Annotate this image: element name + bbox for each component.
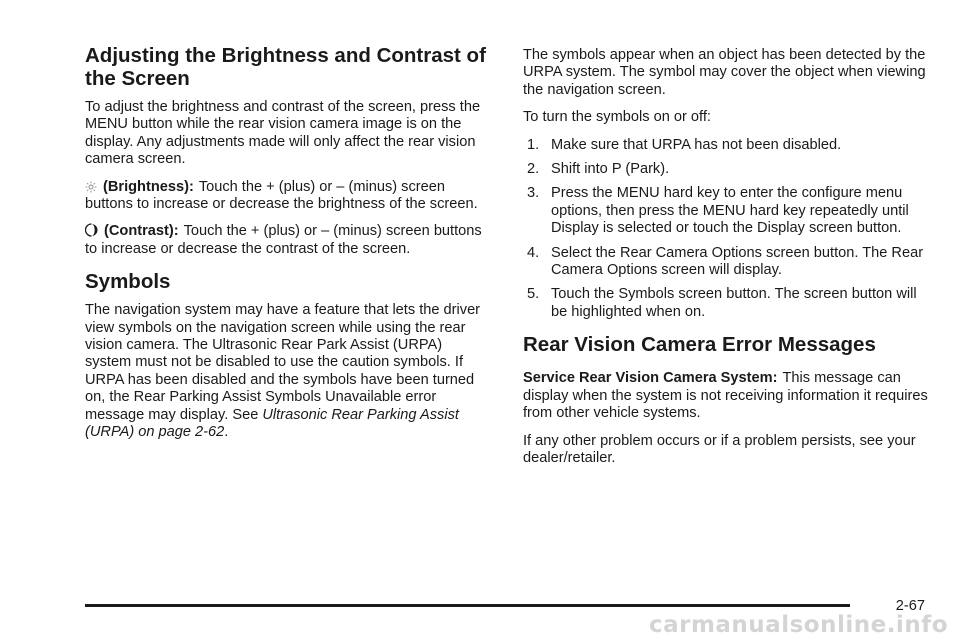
turn-symbols-paragraph: To turn the symbols on or off:: [523, 109, 711, 126]
half-circle-contrast-icon: [85, 223, 98, 237]
footer-rule: [85, 604, 850, 607]
list-item: 3. Press the MENU hard key to enter the configure menu options, then press the MENU hard key repeatedly until Display is selected or touch the Display screen button.: [527, 185, 909, 237]
service-paragraph: [523, 370, 933, 422]
brightness-term: (Brightness):: [103, 178, 194, 195]
symbols-text: The navigation system may have a feature that lets the driver view symbols on the navigation screen while using the rear vision camera. The Ultrasonic Rear Park Assist (URPA) system must not be disabled to use the caution symbols. If URPA has been disabled and the symbols have been turned on, the Rear Parking Assist Symbols Unavailable error message may display. See: [85, 302, 481, 423]
contrast-text: Touch the + (plus) or – (minus) screen buttons to increase or decrease the contrast of the screen.: [85, 223, 482, 257]
sun-icon: [85, 181, 97, 193]
steps-list: [523, 137, 933, 322]
brightness-text: Touch the + (plus) or – (minus) screen buttons to increase or decrease the brightness of the screen.: [85, 178, 478, 213]
contrast-term: (Contrast):: [104, 223, 179, 240]
intro-paragraph: To adjust the brightness and contrast of the screen, press the MENU button while the rear vision camera image is on the display. Any adjustments made will only affect the rear vision camera screen.: [85, 99, 481, 168]
right-column: [523, 47, 933, 477]
list-item: 2. Shift into P (Park).: [527, 161, 670, 178]
dealer-paragraph: If any other problem occurs or if a problem persists, see your dealer/retailer.: [523, 432, 916, 466]
contrast-paragraph: [85, 223, 490, 258]
heading-symbols: Symbols: [85, 270, 171, 294]
list-item: 4. Select the Rear Camera Options screen button. The Rear Camera Options screen will display.: [527, 244, 924, 279]
urpa-reference-link[interactable]: Ultrasonic Rear Parking Assist (URPA) on page 2‑62: [85, 406, 459, 441]
list-item: 1. Make sure that URPA has not been disabled.: [527, 136, 842, 153]
heading-error-messages: Rear Vision Camera Error Messages: [523, 333, 876, 357]
symbols-paragraph: [85, 302, 490, 441]
service-text: This message can display when the system is not receiving information it requires from other vehicle systems.: [523, 370, 928, 422]
watermark: carmanualsonline.info: [648, 612, 948, 638]
brightness-paragraph: [85, 179, 490, 214]
page-number: 2-67: [895, 598, 925, 614]
list-item: 5. Touch the Symbols screen button. The screen button will be highlighted when on.: [527, 286, 917, 320]
symbols-end: .: [224, 424, 229, 441]
symbols-appear-paragraph: The symbols appear when an object has been detected by the URPA system. The symbol may cover the object when viewing the navigation screen.: [523, 47, 926, 98]
heading-brightness-contrast: Adjusting the Brightness and Contrast of the Screen: [85, 44, 486, 90]
left-column: [85, 44, 490, 452]
service-term: Service Rear Vision Camera System:: [523, 370, 778, 387]
